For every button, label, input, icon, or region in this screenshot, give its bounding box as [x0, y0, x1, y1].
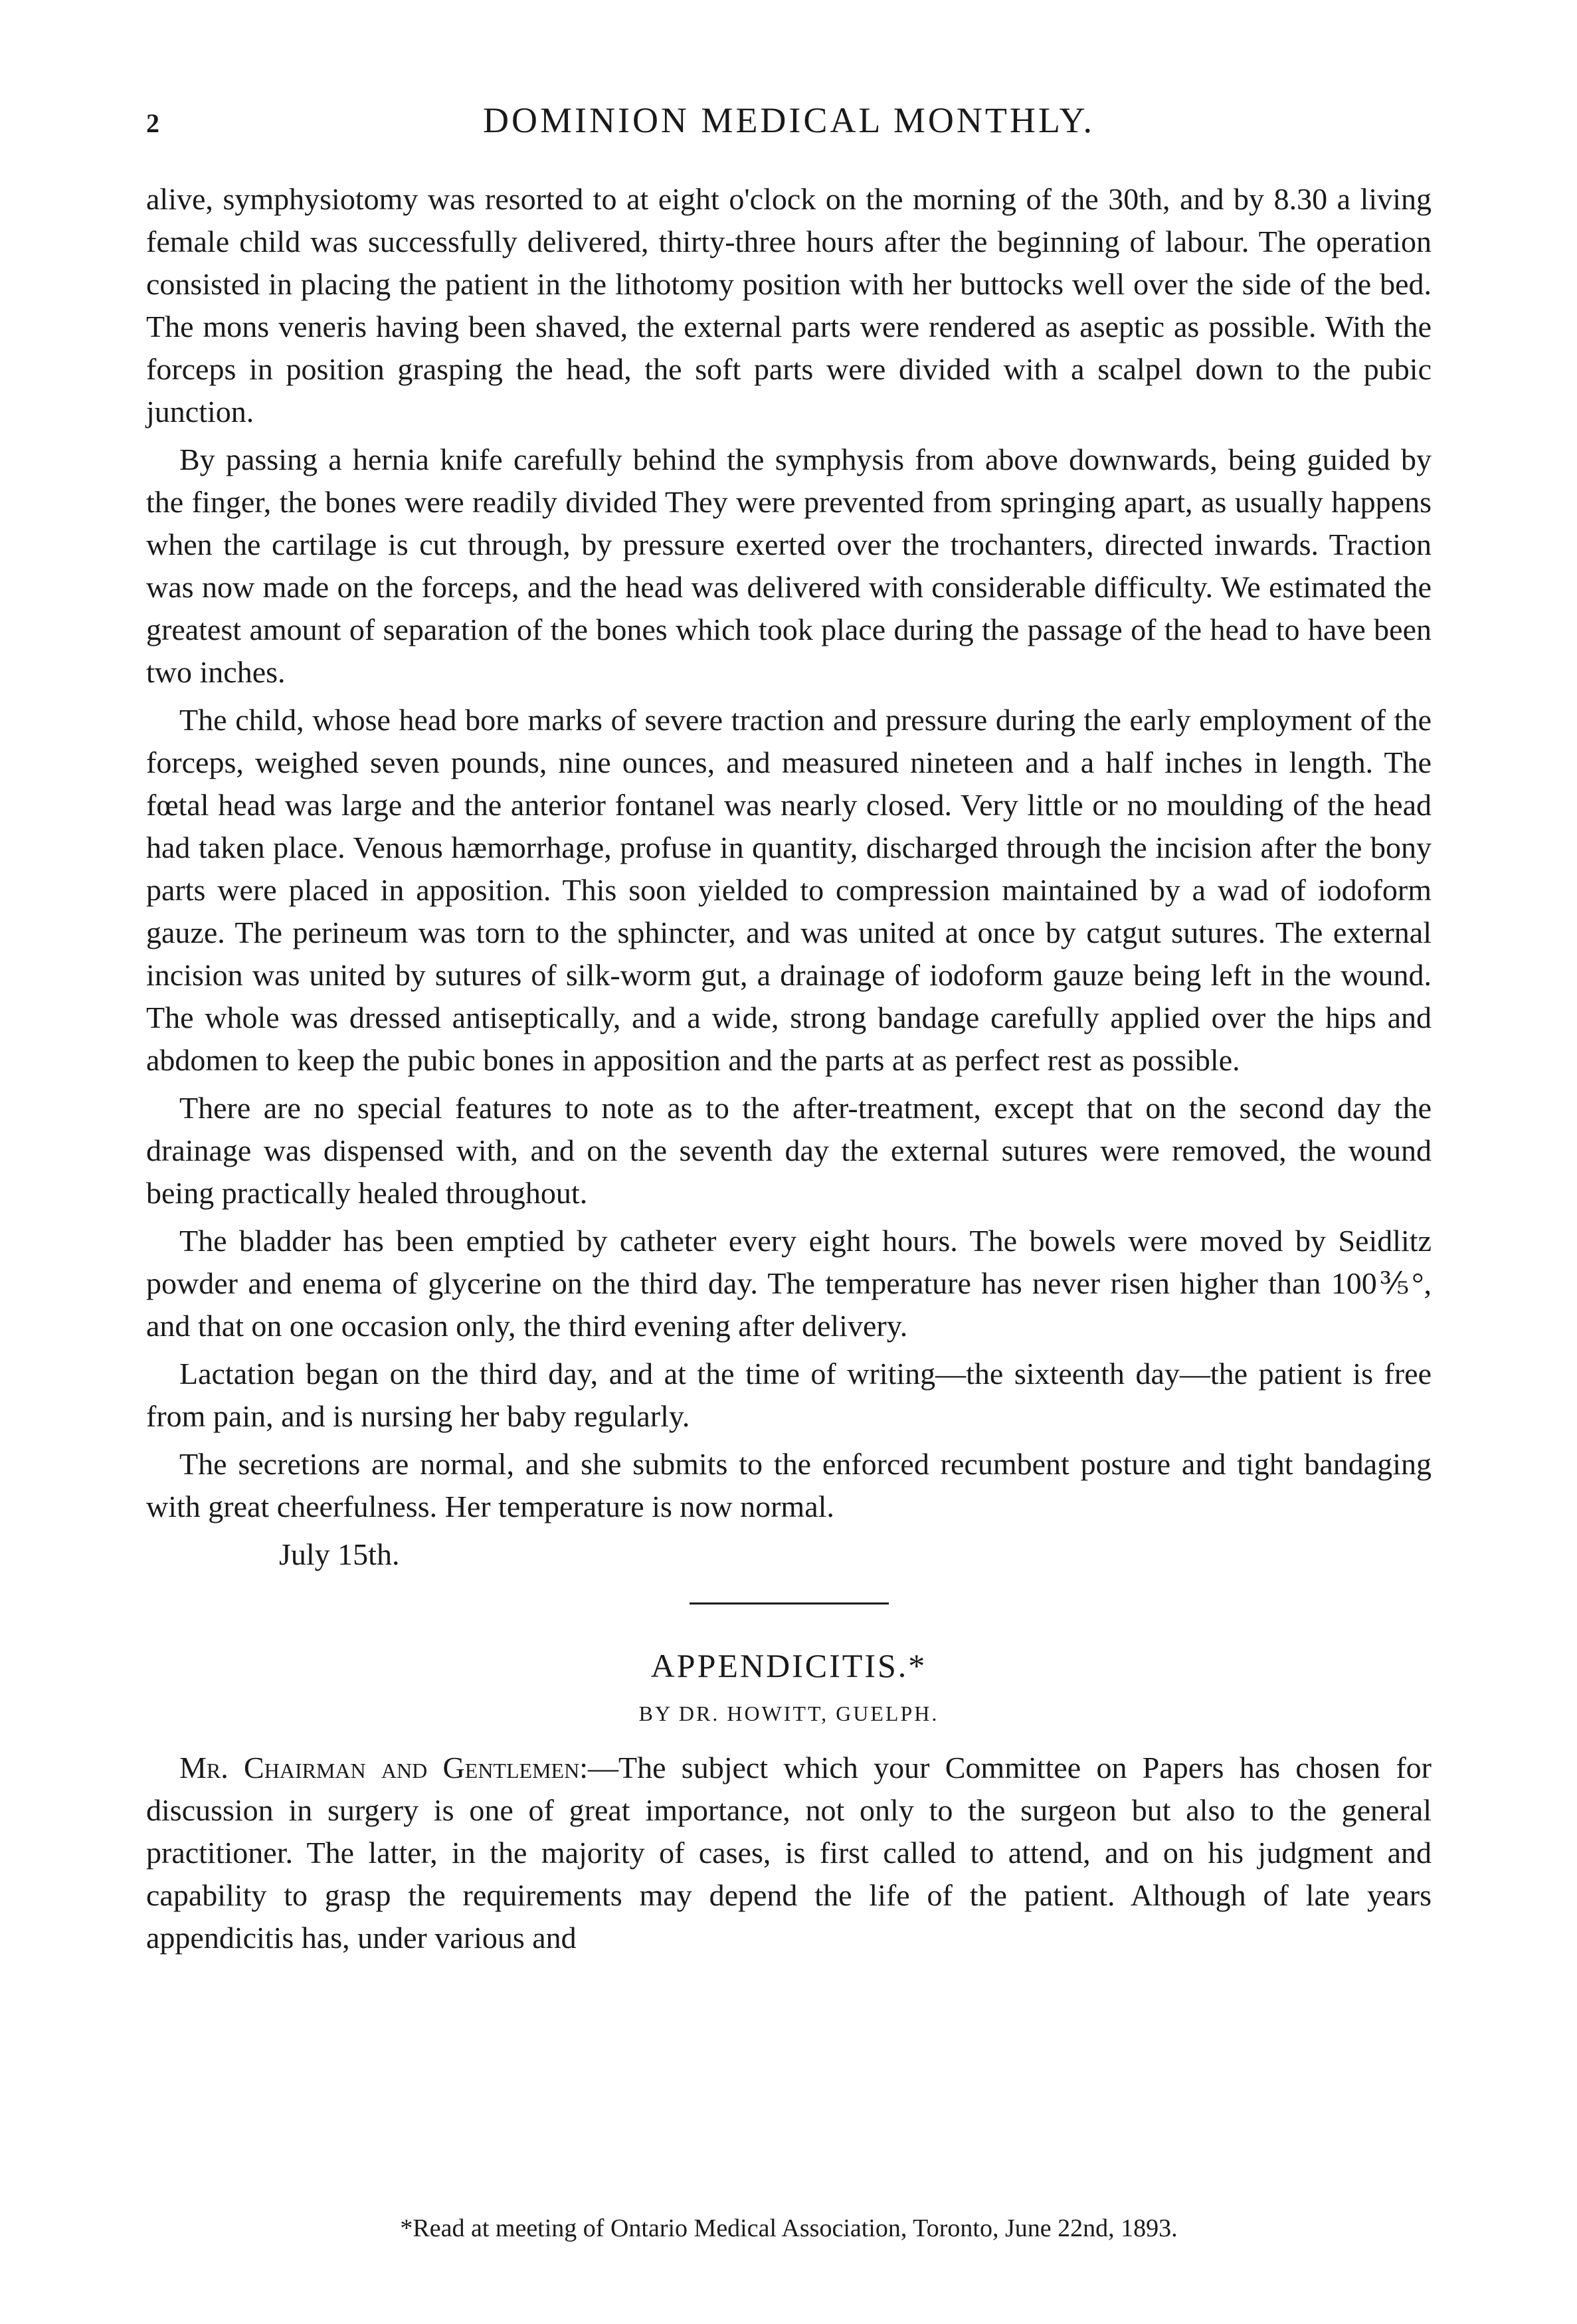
- paragraph-6: Lactation began on the third day, and at the time of writing—the sixteenth day—the patient is free from pain, and is nursing her baby regularly.: [146, 1357, 1432, 1433]
- article-byline: BY DR. HOWITT, GUELPH.: [638, 1701, 939, 1725]
- paragraph-3: The child, whose head bore marks of severe traction and pressure during the early employment of the forceps, weighed seven pounds, nine ounces, and measured nineteen and a half inches in length. The fœtal head was large and the anterior fontanel was nearly closed. Very little or no moulding of the head had taken place. Venous hæmorrhage, profuse in quantity, discharged through the incision after the bony parts were placed in apposition. This soon yielded to compression maintained by a wad of iodoform gauze. The perineum was torn to the sphincter, and was united at once by catgut sutures. The external incision was united by sutures of silk-worm gut, a drainage of iodoform gauze being left in the wound. The whole was dressed antiseptically, and a wide, strong bandage carefully applied over the hips and abdomen to keep the pubic bones in apposition and the parts at as perfect rest as possible.: [146, 703, 1432, 1077]
- paragraph-1: alive, symphysiotomy was resorted to at eight o'clock on the morning of the 30th, and by 8.30 a living female child was successfully delivered, thirty-three hours after the beginning of labour. The operation consisted in placing the patient in the lithotomy position with her buttocks well over the side of the bed. The mons veneris having been shaved, the external parts were rendered as aseptic as possible. With the forceps in position grasping the head, the soft parts were divided with a scalpel down to the pubic junction.: [146, 182, 1432, 429]
- paragraph-4: There are no special features to note as to the after-treatment, except that on the second day the drainage was dispensed with, and on the seventh day the external sutures were removed, the wound being practically healed throughout.: [146, 1091, 1432, 1210]
- section-divider: [690, 1602, 889, 1604]
- page-header: [146, 100, 1432, 153]
- paragraph-2: By passing a hernia knife carefully behind the symphysis from above downwards, being guided by the finger, the bones were readily divided They were prevented from springing apart, as usually happens when the cartilage is cut through, by pressure exerted over the trochanters, directed inwards. Traction was now made on the forceps, and the head was delivered with considerable difficulty. We estimated the greatest amount of separation of the bones which took place during the passage of the head to have been two inches.: [146, 442, 1432, 689]
- paragraph-7: The secretions are normal, and she submits to the enforced recumbent posture and tight bandaging with great cheerfulness. Her temperature is now normal.: [146, 1447, 1432, 1523]
- article-paragraph: [146, 1747, 1432, 1959]
- article-paragraph-text: :—The subject which your Committee on Papers has chosen for discussion in surgery is one of great importance, not only to the surgeon but also to the general practitioner. The latter, in the majority of cases, is first called to attend, and on his judgment and capability to grasp the requirements may depend the life of the patient. Although of late years appendicitis has, under various and: [146, 1751, 1432, 1955]
- body-text: [146, 178, 1432, 1965]
- paragraph-5: The bladder has been emptied by catheter every eight hours. The bowels were moved by Seidlitz powder and enema of glycerine on the third day. The temperature has never risen higher than 100⅗°, and that on one occasion only, the third evening after delivery.: [146, 1224, 1432, 1343]
- salutation: Mr. Chairman and Gentlemen: [179, 1751, 580, 1785]
- article-title: APPENDICITIS.*: [650, 1647, 927, 1684]
- running-title: DOMINION MEDICAL MONTHLY.: [482, 100, 1095, 140]
- signoff-date: July 15th.: [279, 1537, 400, 1571]
- page-number: 2: [146, 108, 159, 138]
- footnote: *Read at meeting of Ontario Medical Association, Toronto, June 22nd, 1893.: [400, 2214, 1178, 2242]
